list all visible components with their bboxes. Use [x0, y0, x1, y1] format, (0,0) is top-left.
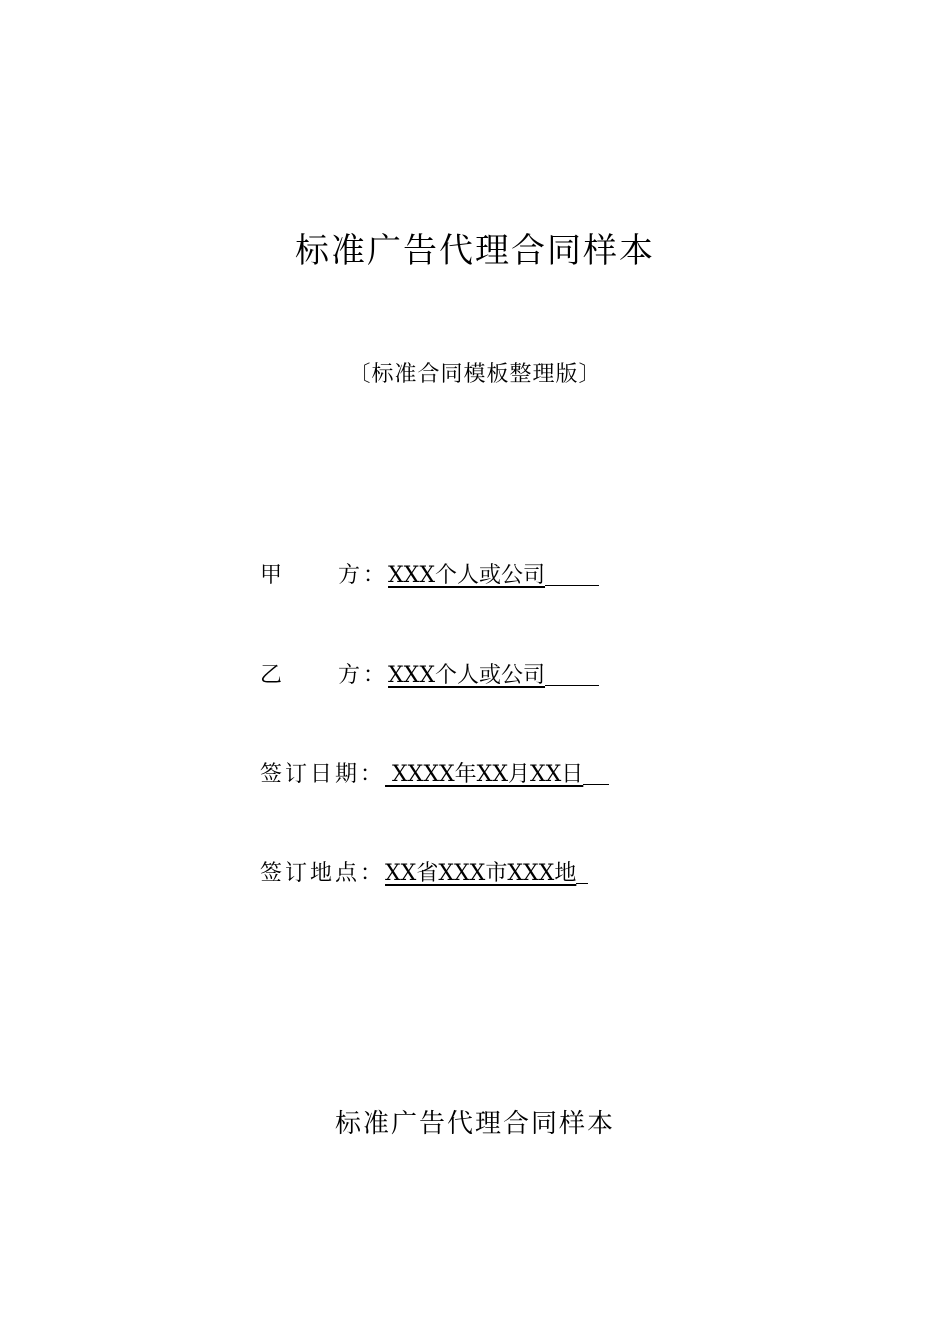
- document-subtitle: 〔标准合同模板整理版〕: [348, 362, 602, 387]
- party-b-label-char1: 乙: [260, 663, 286, 688]
- party-a-blank-line: [545, 558, 599, 586]
- signing-date-value: [385, 757, 609, 793]
- signing-place-blank-line: [576, 856, 588, 884]
- party-b-value: [388, 658, 599, 694]
- signing-place-label: 签订地点：: [260, 861, 386, 886]
- footer-title: 标准广告代理合同样本: [334, 1109, 615, 1139]
- party-a-label-char2: 方：: [338, 563, 389, 588]
- party-a-field: [260, 558, 599, 594]
- signing-place-value-text: XX省XXX市XXX地: [385, 861, 577, 886]
- party-a-value-text: XXX个人或公司: [388, 563, 546, 588]
- signing-date-value-text: XXXX年XX月XX日: [385, 762, 584, 787]
- signing-date-field: [260, 757, 609, 793]
- party-b-field: [260, 658, 599, 694]
- party-b-blank-line: [545, 658, 599, 686]
- party-a-label-char1: 甲: [260, 563, 286, 588]
- signing-place-field: [260, 856, 588, 892]
- party-b-label-char2: 方：: [338, 663, 389, 688]
- signing-place-value: [385, 856, 588, 892]
- document-title: 标准广告代理合同样本: [295, 231, 655, 271]
- signing-date-label: 签订日期：: [260, 762, 386, 787]
- signing-date-blank-line: [583, 757, 609, 785]
- party-a-value: [388, 558, 599, 594]
- party-b-value-text: XXX个人或公司: [388, 663, 546, 688]
